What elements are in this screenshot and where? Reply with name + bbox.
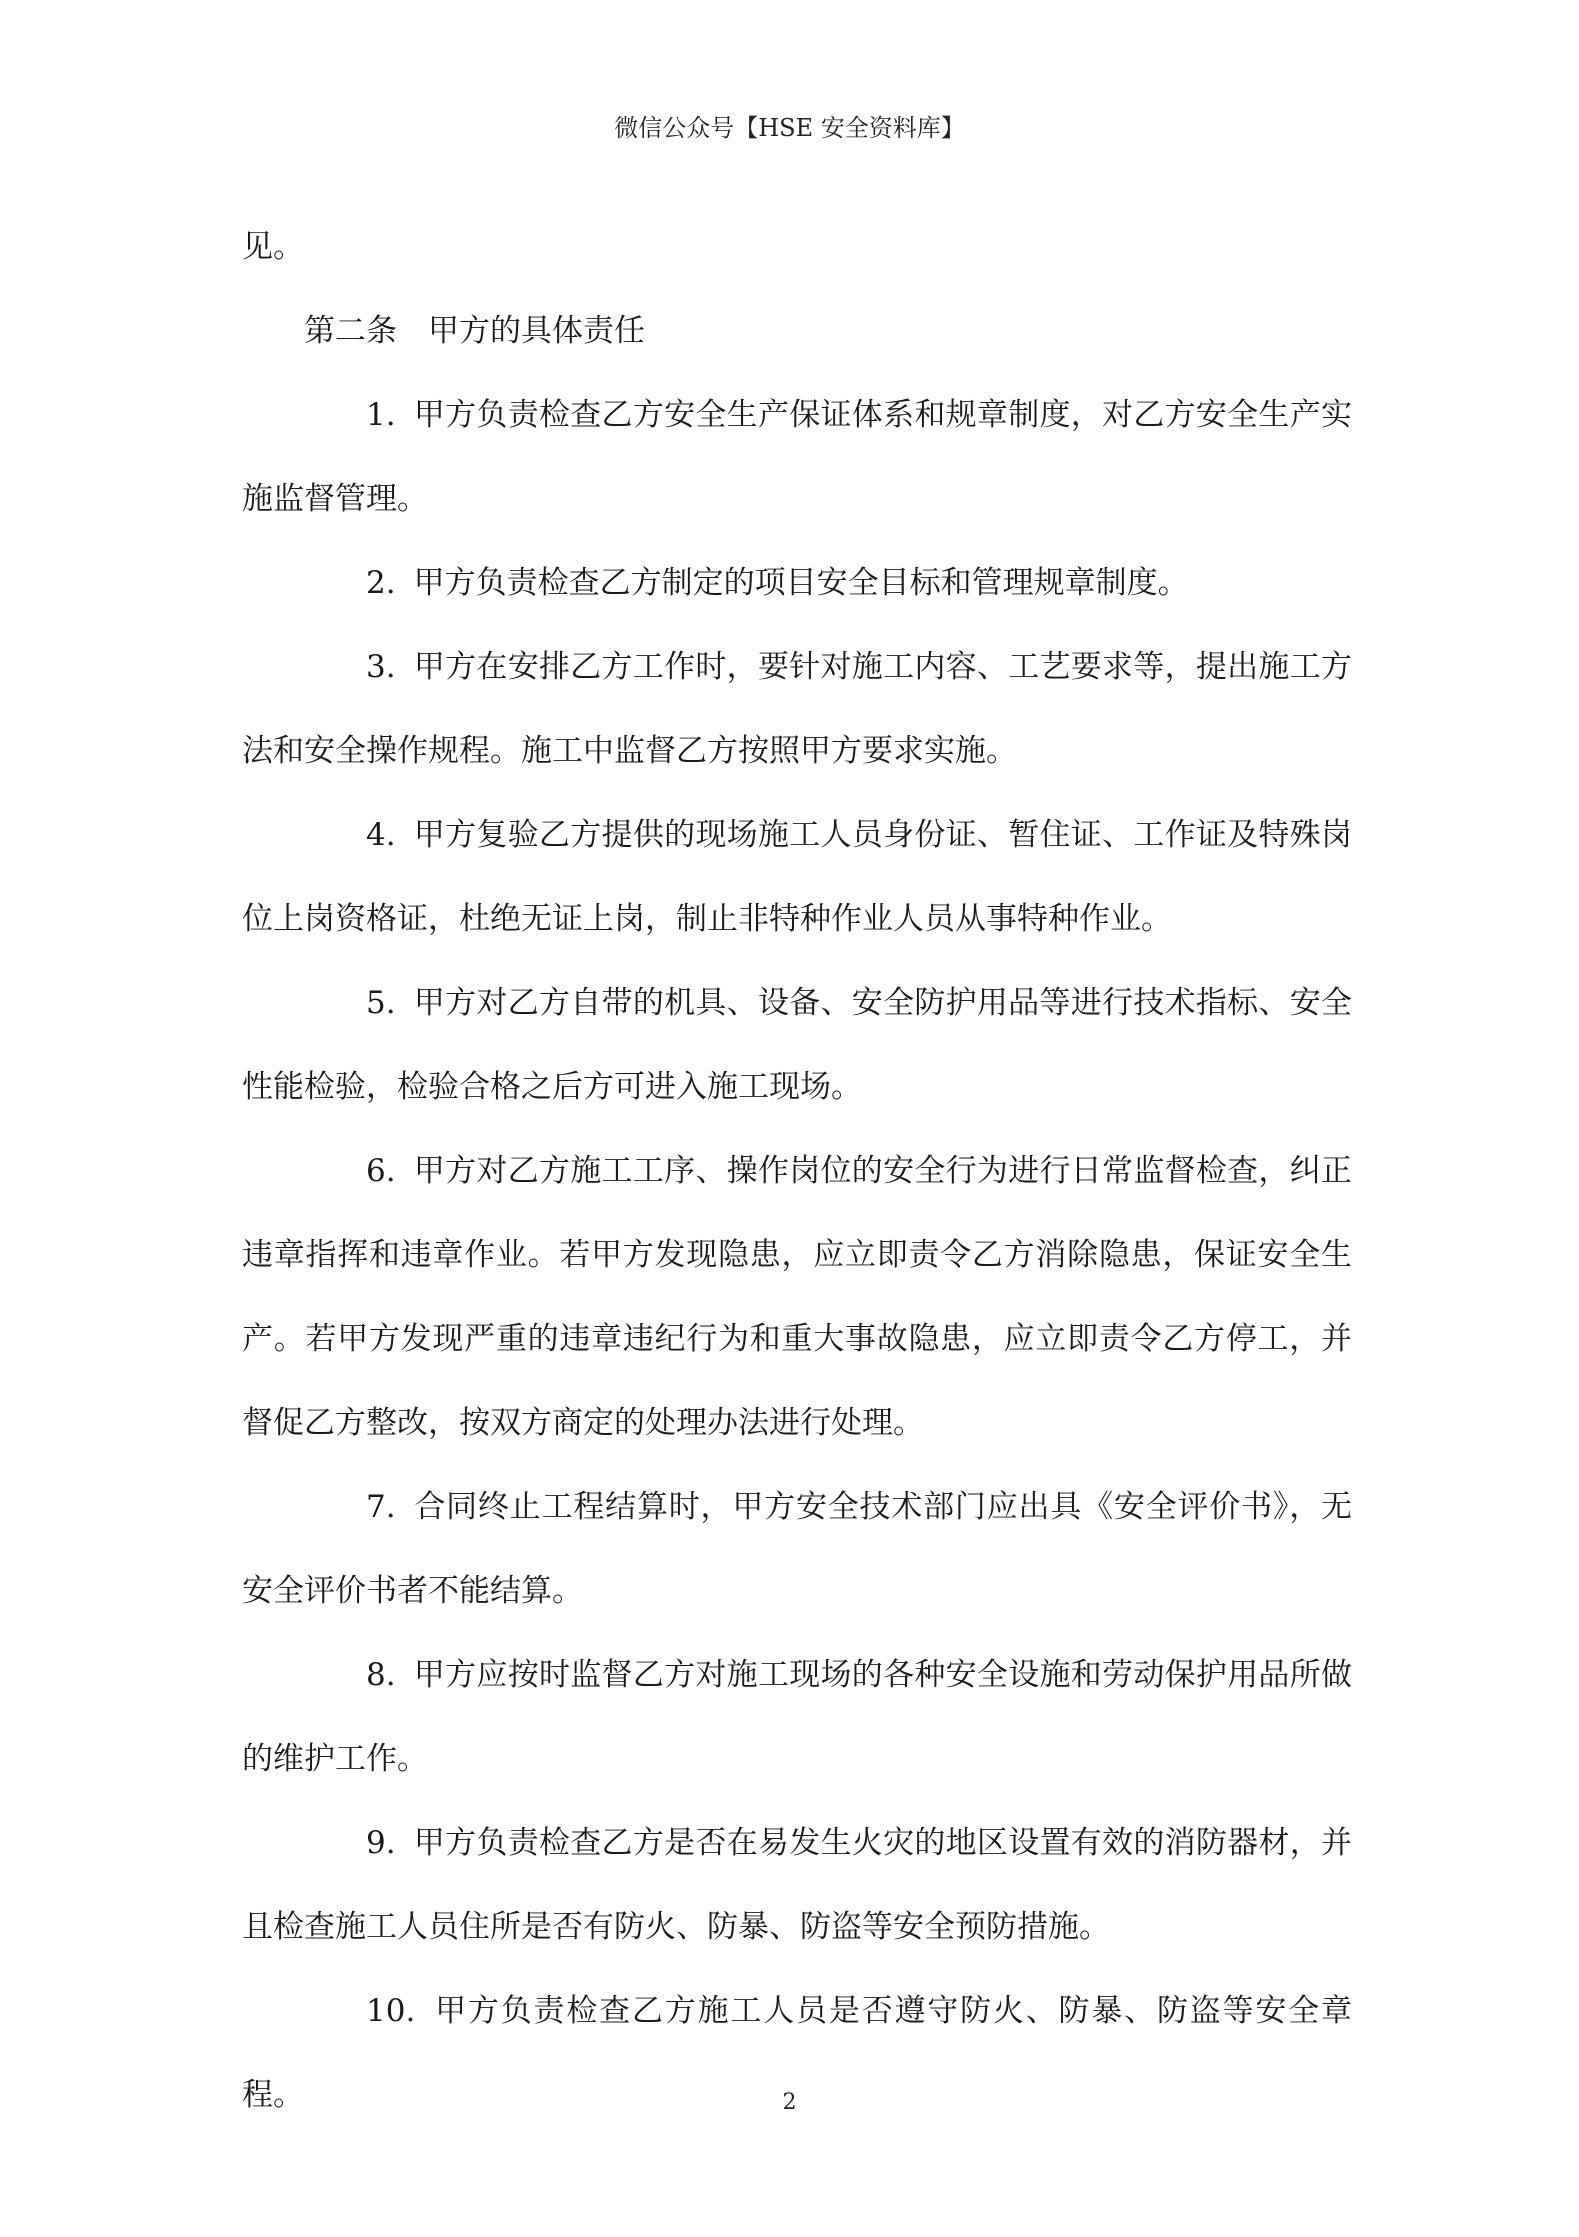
list-item-3 (242, 625, 1352, 793)
item-text: 甲方应按时监督乙方对施工现场的各种安全设施和劳动保护用品所做的维护工作。 (242, 1657, 1352, 1777)
list-item-5 (242, 961, 1352, 1129)
item-text: 甲方对乙方施工工序、操作岗位的安全行为进行日常监督检查，纠正违章指挥和违章作业。若甲方发现隐患，应立即责令乙方消除隐患，保证安全生产。若甲方发现严重的违章违纪行为和重大事故隐患，应立即责令乙方停工，并督促乙方整改，按双方商定的处理办法进行处理。 (242, 1153, 1352, 1441)
item-number: 9. (366, 1825, 396, 1861)
list-item-2 (242, 541, 1352, 625)
page-header: 微信公众号【HSE 安全资料库】 (614, 114, 965, 142)
list-item-6 (242, 1129, 1352, 1465)
item-number: 10. (366, 1993, 416, 2029)
item-text: 甲方负责检查乙方安全生产保证体系和规章制度，对乙方安全生产实施监督管理。 (242, 397, 1352, 517)
document-body (242, 205, 1352, 2137)
item-number: 8. (366, 1657, 396, 1693)
list-item-1 (242, 373, 1352, 541)
item-text: 甲方在安排乙方工作时，要针对施工内容、工艺要求等，提出施工方法和安全操作规程。施工中监督乙方按照甲方要求实施。 (242, 649, 1352, 769)
item-text: 甲方负责检查乙方是否在易发生火灾的地区设置有效的消防器材，并且检查施工人员住所是否有防火、防暴、防盗等安全预防措施。 (242, 1825, 1352, 1945)
item-number: 2. (366, 565, 396, 601)
article-heading: 第二条 甲方的具体责任 (304, 313, 645, 349)
item-text: 甲方负责检查乙方制定的项目安全目标和管理规章制度。 (413, 565, 1189, 601)
item-number: 7. (366, 1489, 396, 1525)
item-text: 甲方负责检查乙方施工人员是否遵守防火、防暴、防盗等安全章程。 (242, 1993, 1352, 2113)
item-text: 甲方复验乙方提供的现场施工人员身份证、暂住证、工作证及特殊岗位上岗资格证，杜绝无证上岗，制止非特种作业人员从事特种作业。 (242, 817, 1352, 937)
list-item-9 (242, 1801, 1352, 1969)
item-number: 1. (366, 397, 396, 433)
item-text: 合同终止工程结算时，甲方安全技术部门应出具《安全评价书》，无安全评价书者不能结算。 (242, 1489, 1352, 1609)
page-number: 2 (782, 2090, 797, 2115)
item-number: 3. (366, 649, 396, 685)
list-item-8 (242, 1633, 1352, 1801)
item-number: 6. (366, 1153, 396, 1189)
list-item-7 (242, 1465, 1352, 1633)
item-number: 4. (366, 817, 396, 853)
list-item-4 (242, 793, 1352, 961)
item-text: 甲方对乙方自带的机具、设备、安全防护用品等进行技术指标、安全性能检验，检验合格之后方可进入施工现场。 (242, 985, 1352, 1105)
item-number: 5. (366, 985, 396, 1021)
continuation-text: 见。 (242, 229, 304, 265)
